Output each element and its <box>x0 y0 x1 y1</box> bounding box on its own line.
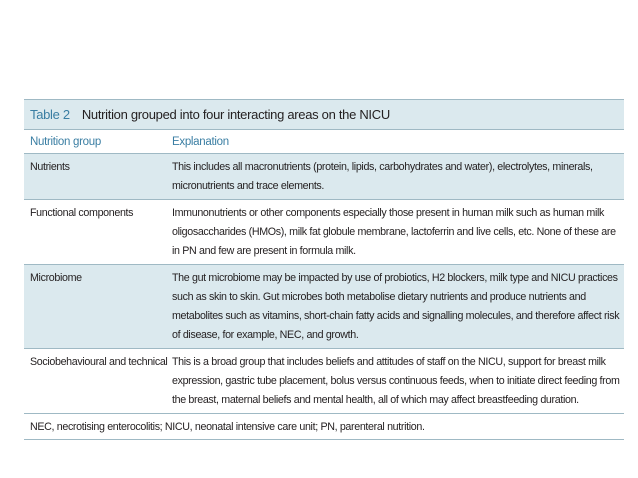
table-header-row <box>24 130 624 154</box>
cell-group: Nutrients <box>30 161 70 173</box>
table-footnote: NEC, necrotising enterocolitis; NICU, neonatal intensive care unit; PN, parenteral nutrition. <box>24 414 624 440</box>
nutrition-table <box>24 99 624 440</box>
cell-explanation: Immunonutrients or other components especially those present in human milk such as human milk oligosaccharides (HMOs), milk fat globule membrane, lactoferrin and live cells, etc. None of these are in PN and few are present in formula milk. <box>172 207 616 257</box>
cell-group: Microbiome <box>30 272 82 284</box>
cell-group: Sociobehavioural and technical <box>30 356 168 368</box>
table-row <box>24 154 624 200</box>
column-header-group: Nutrition group <box>30 135 101 148</box>
table-caption <box>24 99 624 130</box>
cell-group: Functional components <box>30 207 134 219</box>
cell-explanation: The gut microbiome may be impacted by use of probiotics, H2 blockers, milk type and NICU practices such as skin to skin. Gut microbes both metabolise dietary nutrients and produce nutrients and metabolites such as vitamins, short-chain fatty acids and signalling molecules, and therefore affect risk of disease, for example, NEC, and growth. <box>172 272 620 341</box>
table-label: Table 2 <box>30 107 70 122</box>
table-title: Nutrition grouped into four interacting areas on the NICU <box>81 107 390 122</box>
cell-explanation: This is a broad group that includes beliefs and attitudes of staff on the NICU, support for breast milk expression, gastric tube placement, bolus versus continuous feeds, when to initiate direct feeding from the breast, maternal beliefs and mental health, all of which may affect breastfeeding duration. <box>172 356 620 406</box>
cell-explanation: This includes all macronutrients (protein, lipids, carbohydrates and water), electrolytes, minerals, micronutrients and trace elements. <box>172 161 593 192</box>
column-header-explanation: Explanation <box>172 135 229 148</box>
table-row <box>24 200 624 265</box>
table-row <box>24 265 624 349</box>
table-row <box>24 349 624 414</box>
